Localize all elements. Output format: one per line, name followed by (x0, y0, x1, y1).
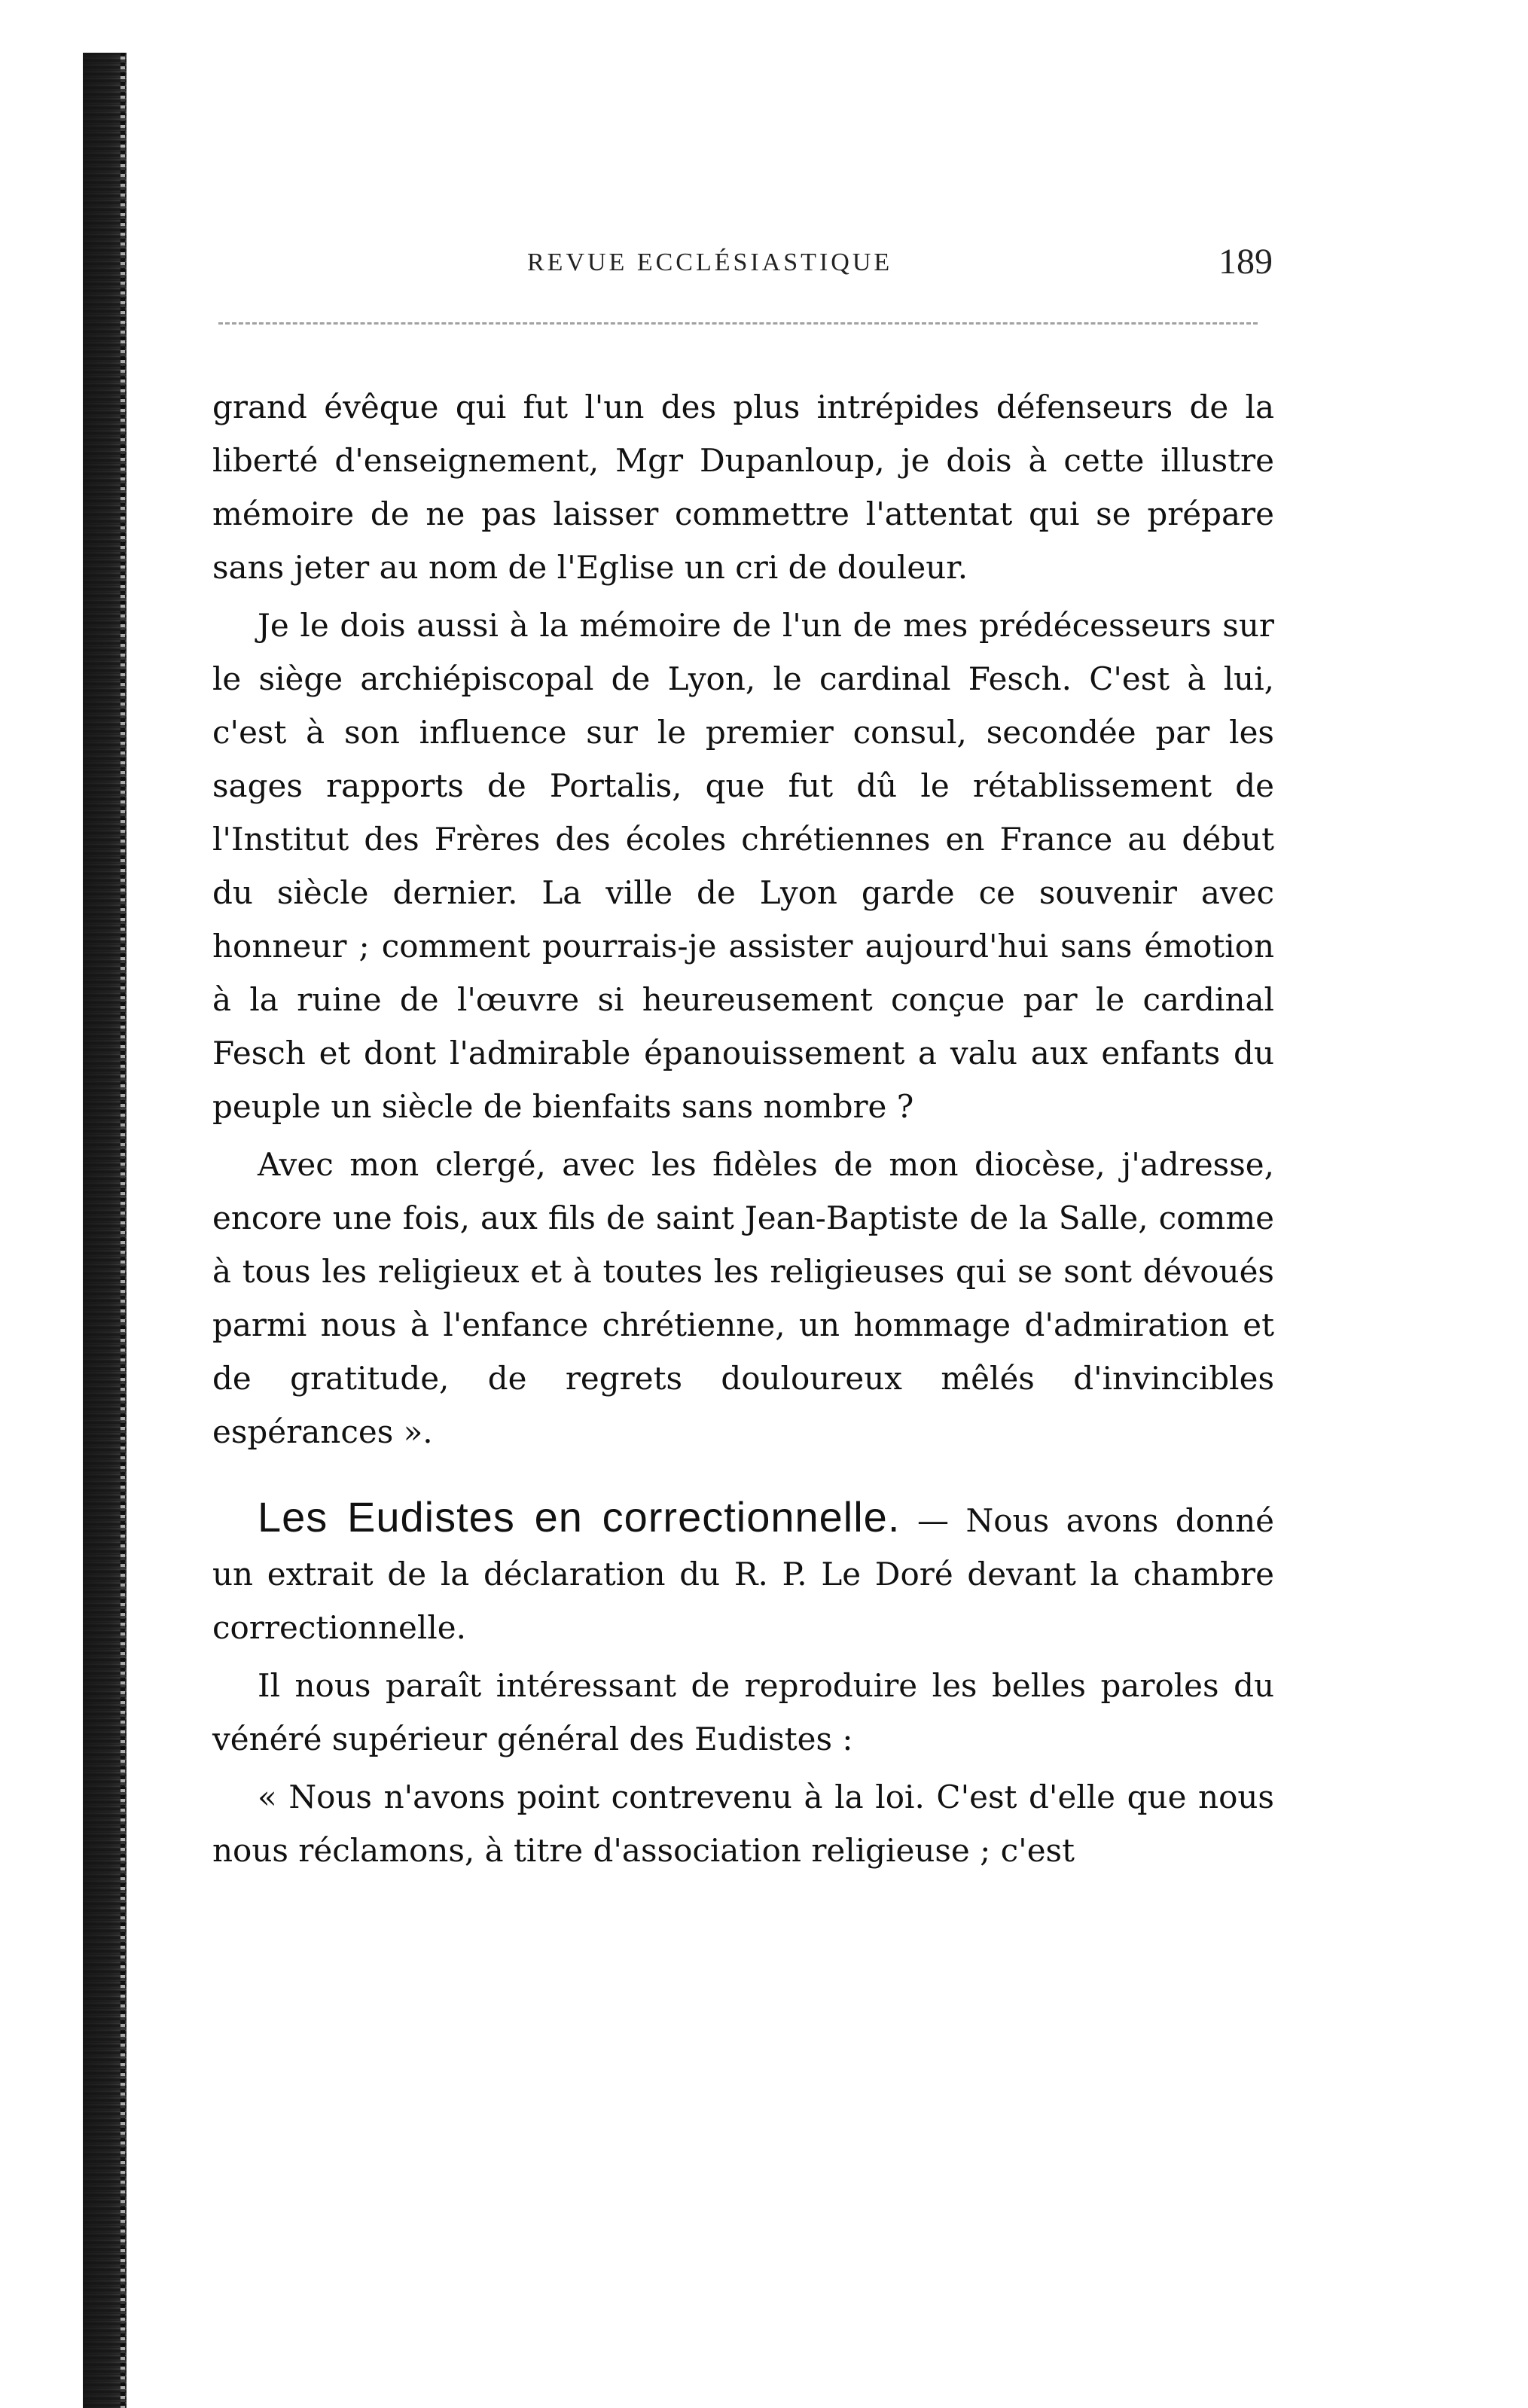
paragraph-intro-quote: Il nous paraît intéressant de reproduire les belles paroles du vénéré supérieur général des Eudistes : (212, 1667, 1274, 1757)
section-lead-text: Nous avons donné un extrait de la déclaration du R. P. Le Doré devant la chambre correctionnelle. (212, 1502, 1275, 1646)
paragraph-continuation: grand évêque qui fut l'un des plus intrépides défenseurs de la liberté d'enseignement, Mgr Dupanloup, je dois à cette illustre mémoire de ne pas laisser commettre l'attentat qui se prépare sans jeter au nom de l'Eglise un cri de douleur. (212, 389, 1274, 586)
binding-edge-detail (120, 53, 125, 2408)
running-head (226, 242, 1273, 294)
section-separator: — (900, 1502, 966, 1539)
header-rule (218, 322, 1258, 325)
page-number: 189 (1218, 242, 1273, 282)
section-lead-paragraph (212, 1490, 1274, 1654)
article-body (212, 380, 1274, 1877)
paragraph-fesch: Je le dois aussi à la mémoire de l'un de mes prédécesseurs sur le siège archiépiscopal de Lyon, le cardinal Fesch. C'est à lui, c'est à son influence sur le premier consul, secondée par les sages rapports de Portalis, que fut dû le rétablissement de l'Institut des Frères des écoles chrétiennes en France au début du siècle dernier. La ville de Lyon garde ce souvenir avec honneur ; comment pourrais-je assister aujourd'hui sans émotion à la ruine de l'œuvre si heureusement conçue par le cardinal Fesch et dont l'admirable épanouissement a valu aux enfants du peuple un siècle de bienfaits sans nombre ? (212, 607, 1274, 1125)
section-eudistes (212, 1490, 1274, 1877)
paragraph-quote-start: « Nous n'avons point contrevenu à la loi. C'est d'elle que nous nous réclamons, à titre d'association religieuse ; c'est (212, 1779, 1274, 1869)
section-title: Les Eudistes en correctionnelle. (258, 1493, 901, 1541)
running-title: REVUE ECCLÉSIASTIQUE (527, 248, 893, 276)
paragraph-homage: Avec mon clergé, avec les fidèles de mon diocèse, j'adresse, encore une fois, aux fils de saint Jean-Baptiste de la Salle, comme à tous les religieux et à toutes les religieuses qui se sont dévoués parmi nous à l'enfance chrétienne, un hommage d'admiration et de gratitude, de regrets douloureux mêlés d'invincibles espérances ». (212, 1146, 1274, 1450)
